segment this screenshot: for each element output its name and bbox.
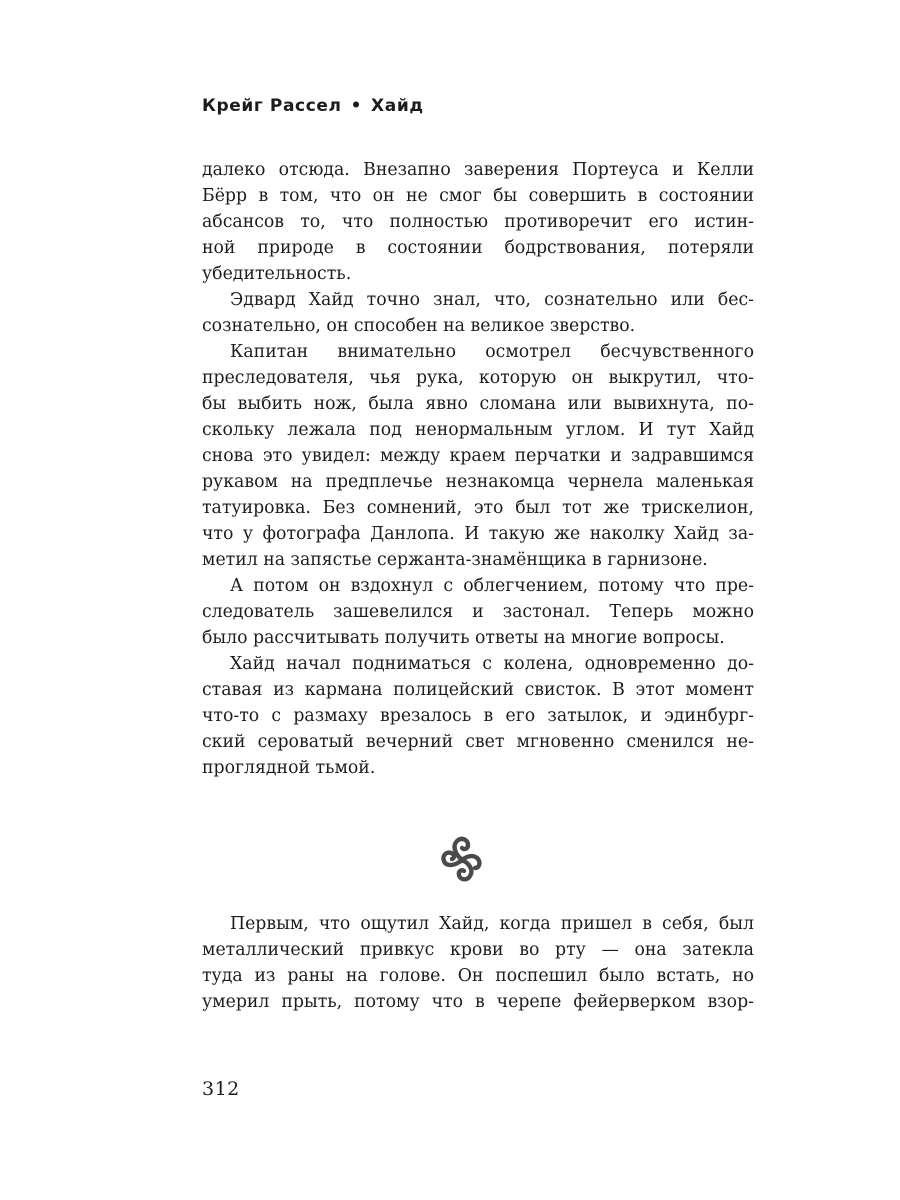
text-line: метил на запястье сержанта-знамёнщика в гарнизоне.	[202, 550, 708, 570]
text-line: скольку лежала под ненормальным углом. И тут Хайд	[202, 420, 754, 440]
text-line: далеко отсюда. Внезапно заверения Портеуса и Келли	[202, 160, 754, 180]
text-line: А потом он вздохнул с облегчением, потому что пре-	[230, 576, 754, 596]
body-text-section-2	[202, 911, 754, 1015]
text-line: Бёрр в том, что он не смог бы совершить в состоянии	[202, 186, 754, 206]
text-line: бы выбить нож, была явно сломана или вывихнута, по-	[202, 394, 754, 414]
text-line: металлический привкус крови во рту — она затекла	[202, 940, 754, 960]
text-line: Хайд начал подниматься с колена, одновременно до-	[230, 654, 754, 674]
text-line: абсансов то, что полностью противоречит его истин-	[202, 212, 754, 232]
text-line: татуировка. Без сомнений, это был тот же трискелион,	[202, 498, 754, 518]
text-line: было рассчитывать получить ответы на многие вопросы.	[202, 628, 725, 648]
page-number: 312	[202, 1078, 240, 1100]
text-line: следователь зашевелился и застонал. Теперь можно	[202, 602, 754, 622]
text-line: Эдвард Хайд точно знал, что, сознательно или бес-	[230, 290, 754, 310]
text-line: умерил прыть, потому что в черепе фейерверком взор-	[202, 992, 754, 1012]
text-line: убедительность.	[202, 264, 352, 284]
text-line: что-то с размаху врезалось в его затылок, и эдинбург-	[202, 706, 754, 726]
header-title: Хайд	[371, 96, 424, 116]
text-line: что у фотографа Данлопа. И такую же наколку Хайд за-	[202, 524, 754, 544]
text-line: рукавом на предплечье незнакомца чернела маленькая	[202, 472, 754, 492]
triskelion-icon	[434, 832, 490, 888]
text-line: сознательно, он способен на великое зверство.	[202, 316, 636, 336]
text-line: ставая из кармана полицейский свисток. В этот момент	[202, 680, 754, 700]
header-author: Крейг Рассел	[202, 96, 342, 116]
header-separator: •	[350, 96, 363, 116]
text-line: ский сероватый вечерний свет мгновенно сменился не-	[202, 732, 754, 752]
text-line: ной природе в состоянии бодрствования, потеряли	[202, 238, 754, 258]
text-line: туда из раны на голове. Он поспешил было встать, но	[202, 966, 754, 986]
body-text-section-1	[202, 157, 754, 781]
text-line: снова это увидел: между краем перчатки и задравшимся	[202, 446, 754, 466]
text-line: проглядной тьмой.	[202, 758, 376, 778]
text-line: Капитан внимательно осмотрел бесчувственного	[230, 342, 754, 362]
text-line: Первым, что ощутил Хайд, когда пришел в себя, был	[230, 914, 754, 934]
text-line: преследователя, чья рука, которую он выкрутил, что-	[202, 368, 754, 388]
running-header	[202, 96, 424, 116]
